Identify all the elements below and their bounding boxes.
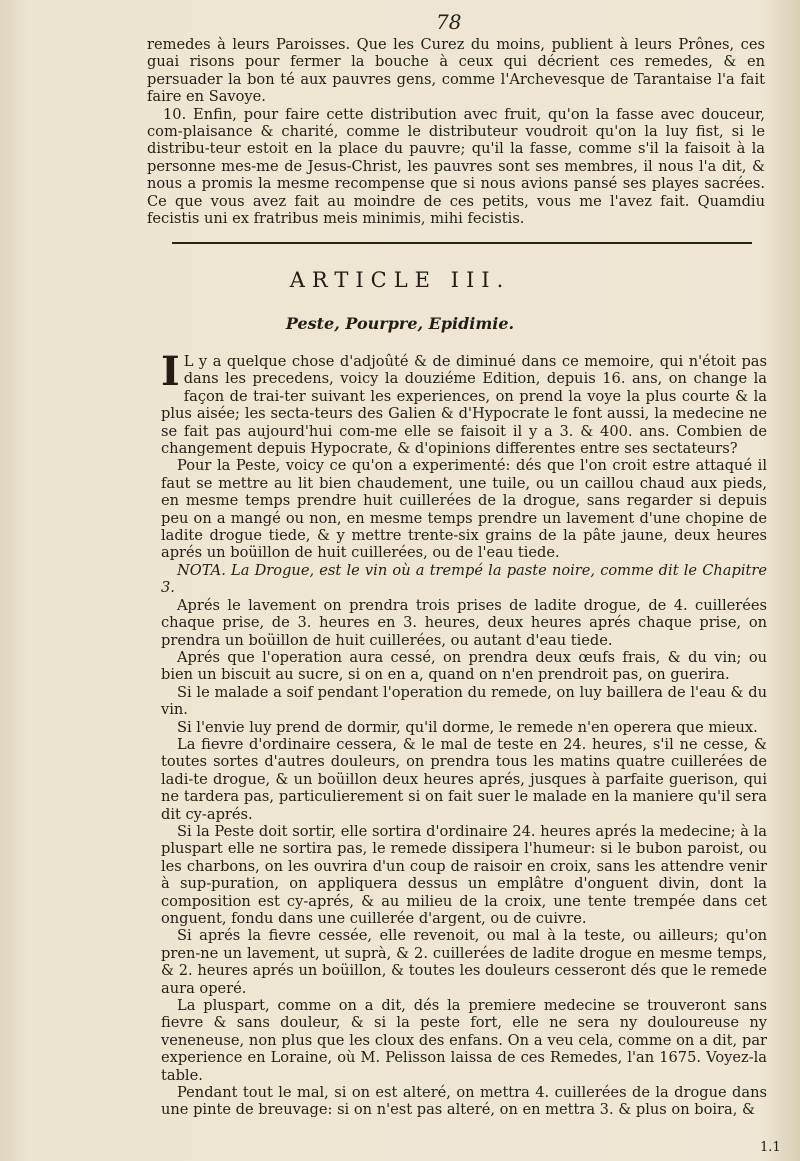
body-paragraph: Si le malade a soif pendant l'operation du remede, on luy baillera de l'eau & du vin.	[161, 683, 767, 719]
body-paragraph: La fievre d'ordinaire cessera, & le mal de teste en 24. heures, s'il ne cesse, & toutes sortes d'autres douleurs, on prendra tous les matins quatre cuillerées de ladi-te drogue, & un boüillon deux heures aprés, jusques à parfaite guerison, qui ne tardera pas, particulierement si on fait suer le malade en la maniere qu'il sera dit cy-aprés.	[161, 735, 767, 823]
body-paragraph: Pendant tout le mal, si on est alteré, on mettra 4. cuillerées de la drogue dans une pinte de breuvage: si on n'est pas alteré, on en mettra 3. & plus on boira, &	[161, 1084, 767, 1119]
nota-paragraph: NOTA. La Drogue, est le vin où a trempé la paste noire, comme dit le Chapitre 3.	[161, 561, 767, 597]
top-paragraph: 10. Enfin, pour faire cette distribution avec fruit, qu'on la fasse avec douceur, com-plaisance & charité, comme le distributeur voudroit qu'on la luy fist, si le distribu-teur estoit en la place du pauvre; qu'il la fasse, comme s'il la faisoit à la personne mes-me de Jesus-Christ, les pauvres sont ses membres, il nous l'a dit, & nous a promis la mesme recompense que si nous avions pansé ses playes sacrées. Ce que vous avez fait au moindre de ces petits, vous me l'avez fait. Quamdiu fecistis uni ex fratribus meis minimis, mihi fecistis.	[147, 105, 765, 228]
body-paragraph: Aprés que l'operation aura cessé, on prendra deux œufs frais, & du vin; ou bien un biscuit au sucre, si on en a, quand on n'en prendroit pas, on guerira.	[161, 648, 767, 684]
article-heading: ARTICLE III.	[289, 268, 511, 292]
article-subtitle: Peste, Pourpre, Epidimie.	[285, 314, 515, 333]
drop-cap: I	[161, 348, 180, 395]
body-paragraph: Aprés le lavement on prendra trois prises de ladite drogue, de 4. cuillerées chaque prise, de 3. heures en 3. heures, deux heures aprés chaque prise, on prendra un boüillon de huit cuillerées, ou autant d'eau tiede.	[161, 596, 767, 649]
body-paragraph: Si la Peste doit sortir, elle sortira d'ordinaire 24. heures aprés la medecine; à la pluspart elle ne sortira pas, le remede dissipera l'humeur: si le bubon paroist, ou les charbons, on les ouvrira d'un coup de raisoir en croix, sans les attendre venir à sup-puration, on appliquera dessus un emplâtre d'onguent divin, dont la composition est cy-aprés, & au milieu de la croix, une tente trempée dans cet onguent, fondu dans une cuillerée d'argent, ou de cuivre.	[161, 822, 767, 927]
top-paragraph: remedes à leurs Paroisses. Que les Curez du moins, publient à leurs Prônes, ces guai risons pour fermer la bouche à ceux qui décrient ces remedes, & en persuader la bon té aux pauvres gens, comme l'Archevesque de Tarantaise l'a fait faire en Savoye.	[147, 36, 765, 106]
body-text-block	[161, 348, 767, 1119]
section-divider	[172, 242, 752, 244]
body-paragraph: Si aprés la fievre cessée, elle revenoit, ou mal à la teste, ou ailleurs; qu'on pren-ne un lavement, ut suprà, & 2. cuillerées de ladite drogue en mesme temps, & 2. heures aprés un boüillon, & toutes les douleurs cesseront dés que le remede aura operé.	[161, 927, 767, 997]
body-paragraph: L y a quelque chose d'adjoûté & de diminué dans ce memoire, qui n'étoit pas dans les precedens, voicy la douziéme Edition, depuis 16. ans, on change la façon de trai-ter suivant les experiences, on prend la voye la plus courte & la plus aisée; les secta-teurs des Galien & d'Hypocrate le font aussi, la medecine ne se fait pas aujourd'hui com-me elle se faisoit il y a 3. & 400. ans. Combien de changement depuis Hypocrate, & d'opinions differentes entre ses sectateurs?	[161, 353, 767, 458]
body-paragraph: La pluspart, comme on a dit, dés la premiere medecine se trouveront sans fievre & sans douleur, & si la peste fort, elle ne sera ny douloureuse ny veneneuse, non plus que les cloux des enfans. On a veu cela, comme on a dit, par experience en Loraine, où M. Pelisson laissa de ces Remedes, l'an 1675. Voyez-la table.	[161, 997, 767, 1084]
margin-mark: 1.1	[760, 1140, 781, 1155]
top-text-block	[147, 36, 765, 227]
body-paragraph: Pour la Peste, voicy ce qu'on a experimenté: dés que l'on croit estre attaqué il faut se mettre au lit bien chaudement, une tuile, ou un caillou chaud aux pieds, en mesme temps prendre huit cuillerées de la drogue, sans regarder si depuis peu on a mangé ou non, en mesme temps prendre un lavement d'une chopine de ladite drogue tiede, & y mettre trente-six grains de la pâte jaune, deux heures aprés un boüillon de huit cuillerées, ou de l'eau tiede.	[161, 457, 767, 562]
body-paragraph: Si l'envie luy prend de dormir, qu'il dorme, le remede n'en operera que mieux.	[177, 718, 758, 736]
page-number: 78	[436, 10, 462, 34]
